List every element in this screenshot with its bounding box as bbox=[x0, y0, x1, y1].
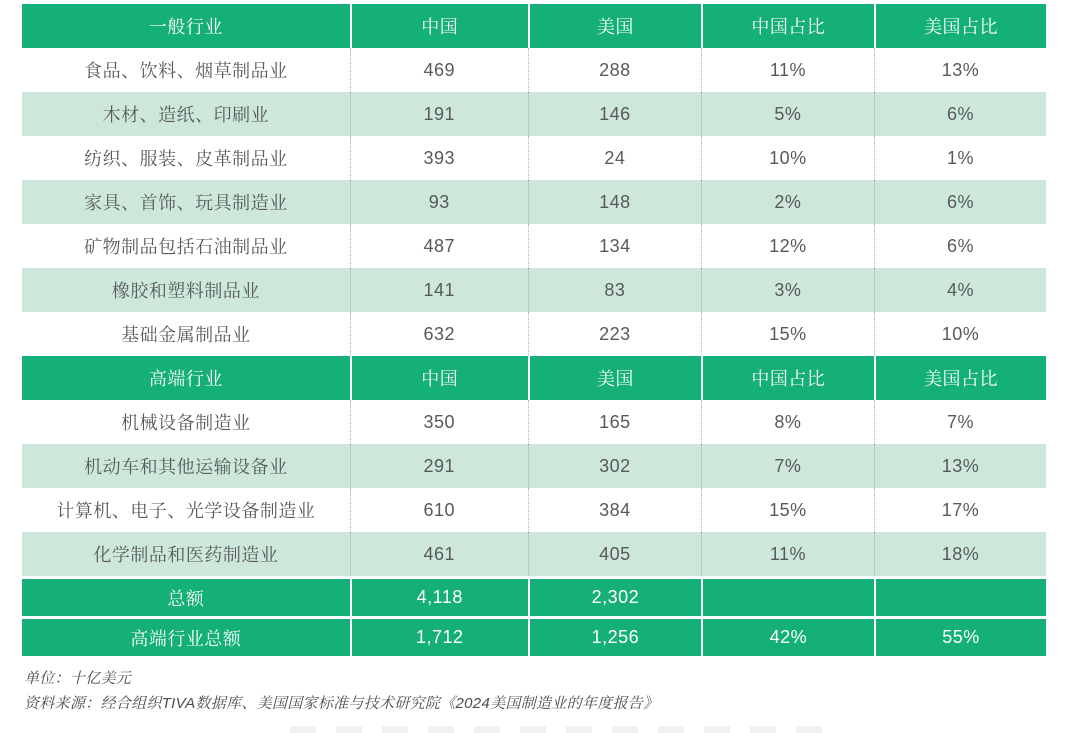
column-header-cell: 中国占比 bbox=[701, 356, 874, 400]
table-row bbox=[22, 444, 1046, 488]
row-label-cell: 橡胶和塑料制品业 bbox=[111, 281, 260, 301]
source-note: 资料来源：经合组织TIVA数据库、美国国家标准与技术研究院《2024美国制造业的年度报告》 bbox=[24, 695, 659, 712]
value-cell: 610 bbox=[350, 488, 528, 532]
total-label-cell: 总额 bbox=[167, 588, 205, 609]
row-label-cell: 计算机、电子、光学设备制造业 bbox=[56, 501, 316, 521]
total-row bbox=[22, 616, 1046, 656]
table-row bbox=[22, 180, 1046, 224]
section-header-row bbox=[22, 356, 1046, 400]
value-cell: 384 bbox=[528, 488, 701, 532]
value-cell: 11% bbox=[701, 48, 874, 92]
value-cell: 632 bbox=[350, 312, 528, 356]
total-value-cell: 1,256 bbox=[528, 619, 701, 656]
row-label-cell: 家具、首饰、玩具制造业 bbox=[84, 193, 288, 213]
table-row bbox=[22, 400, 1046, 444]
value-cell: 1% bbox=[874, 136, 1046, 180]
table-row bbox=[22, 92, 1046, 136]
table-row bbox=[22, 312, 1046, 356]
total-value-cell: 2,302 bbox=[528, 579, 701, 616]
value-cell: 8% bbox=[701, 400, 874, 444]
value-cell: 6% bbox=[874, 92, 1046, 136]
value-cell: 3% bbox=[701, 268, 874, 312]
value-cell: 141 bbox=[350, 268, 528, 312]
value-cell: 93 bbox=[350, 180, 528, 224]
column-header-cell: 美国 bbox=[528, 4, 701, 48]
value-cell: 17% bbox=[874, 488, 1046, 532]
value-cell: 6% bbox=[874, 224, 1046, 268]
column-header-cell: 中国 bbox=[350, 356, 528, 400]
row-label-cell: 化学制品和医药制造业 bbox=[93, 545, 279, 565]
value-cell: 165 bbox=[528, 400, 701, 444]
row-label-cell: 矿物制品包括石油制品业 bbox=[84, 237, 288, 257]
section-title-cell: 高端行业 bbox=[148, 369, 223, 389]
value-cell: 461 bbox=[350, 532, 528, 576]
row-label-cell: 纺织、服装、皮革制品业 bbox=[84, 149, 288, 169]
column-header-cell: 美国 bbox=[528, 356, 701, 400]
value-cell: 24 bbox=[528, 136, 701, 180]
value-cell: 10% bbox=[874, 312, 1046, 356]
value-cell: 13% bbox=[874, 444, 1046, 488]
value-cell: 146 bbox=[528, 92, 701, 136]
total-row bbox=[22, 576, 1046, 616]
table-row bbox=[22, 488, 1046, 532]
total-label-cell: 高端行业总额 bbox=[130, 628, 242, 649]
column-header-cell: 美国占比 bbox=[874, 4, 1046, 48]
value-cell: 2% bbox=[701, 180, 874, 224]
value-cell: 13% bbox=[874, 48, 1046, 92]
table-row bbox=[22, 532, 1046, 576]
column-header-cell: 中国 bbox=[350, 4, 528, 48]
total-value-cell: 42% bbox=[701, 619, 874, 656]
total-value-cell: 55% bbox=[874, 619, 1046, 656]
value-cell: 487 bbox=[350, 224, 528, 268]
section-title-cell: 一般行业 bbox=[148, 17, 223, 37]
value-cell: 4% bbox=[874, 268, 1046, 312]
table-row bbox=[22, 48, 1046, 92]
value-cell: 134 bbox=[528, 224, 701, 268]
total-value-cell: 1,712 bbox=[350, 619, 528, 656]
row-label-cell: 食品、饮料、烟草制品业 bbox=[84, 61, 288, 81]
section-header-row bbox=[22, 4, 1046, 48]
value-cell: 191 bbox=[350, 92, 528, 136]
total-value-cell bbox=[701, 579, 874, 616]
value-cell: 15% bbox=[701, 488, 874, 532]
value-cell: 7% bbox=[874, 400, 1046, 444]
value-cell: 15% bbox=[701, 312, 874, 356]
table-row bbox=[22, 224, 1046, 268]
value-cell: 393 bbox=[350, 136, 528, 180]
value-cell: 148 bbox=[528, 180, 701, 224]
cropped-bottom-artifact bbox=[290, 726, 826, 733]
value-cell: 5% bbox=[701, 92, 874, 136]
row-label-cell: 木材、造纸、印刷业 bbox=[102, 105, 270, 125]
unit-note: 单位：十亿美元 bbox=[24, 670, 132, 687]
value-cell: 223 bbox=[528, 312, 701, 356]
row-label-cell: 基础金属制品业 bbox=[121, 325, 251, 345]
value-cell: 6% bbox=[874, 180, 1046, 224]
value-cell: 18% bbox=[874, 532, 1046, 576]
industry-table bbox=[22, 4, 1046, 656]
table-row bbox=[22, 268, 1046, 312]
value-cell: 405 bbox=[528, 532, 701, 576]
table-row bbox=[22, 136, 1046, 180]
column-header-cell: 美国占比 bbox=[874, 356, 1046, 400]
value-cell: 83 bbox=[528, 268, 701, 312]
table-footnotes bbox=[24, 666, 658, 716]
value-cell: 350 bbox=[350, 400, 528, 444]
value-cell: 469 bbox=[350, 48, 528, 92]
total-value-cell bbox=[874, 579, 1046, 616]
value-cell: 288 bbox=[528, 48, 701, 92]
value-cell: 302 bbox=[528, 444, 701, 488]
value-cell: 7% bbox=[701, 444, 874, 488]
row-label-cell: 机械设备制造业 bbox=[121, 413, 251, 433]
total-value-cell: 4,118 bbox=[350, 579, 528, 616]
value-cell: 291 bbox=[350, 444, 528, 488]
column-header-cell: 中国占比 bbox=[701, 4, 874, 48]
value-cell: 10% bbox=[701, 136, 874, 180]
row-label-cell: 机动车和其他运输设备业 bbox=[84, 457, 288, 477]
value-cell: 11% bbox=[701, 532, 874, 576]
value-cell: 12% bbox=[701, 224, 874, 268]
